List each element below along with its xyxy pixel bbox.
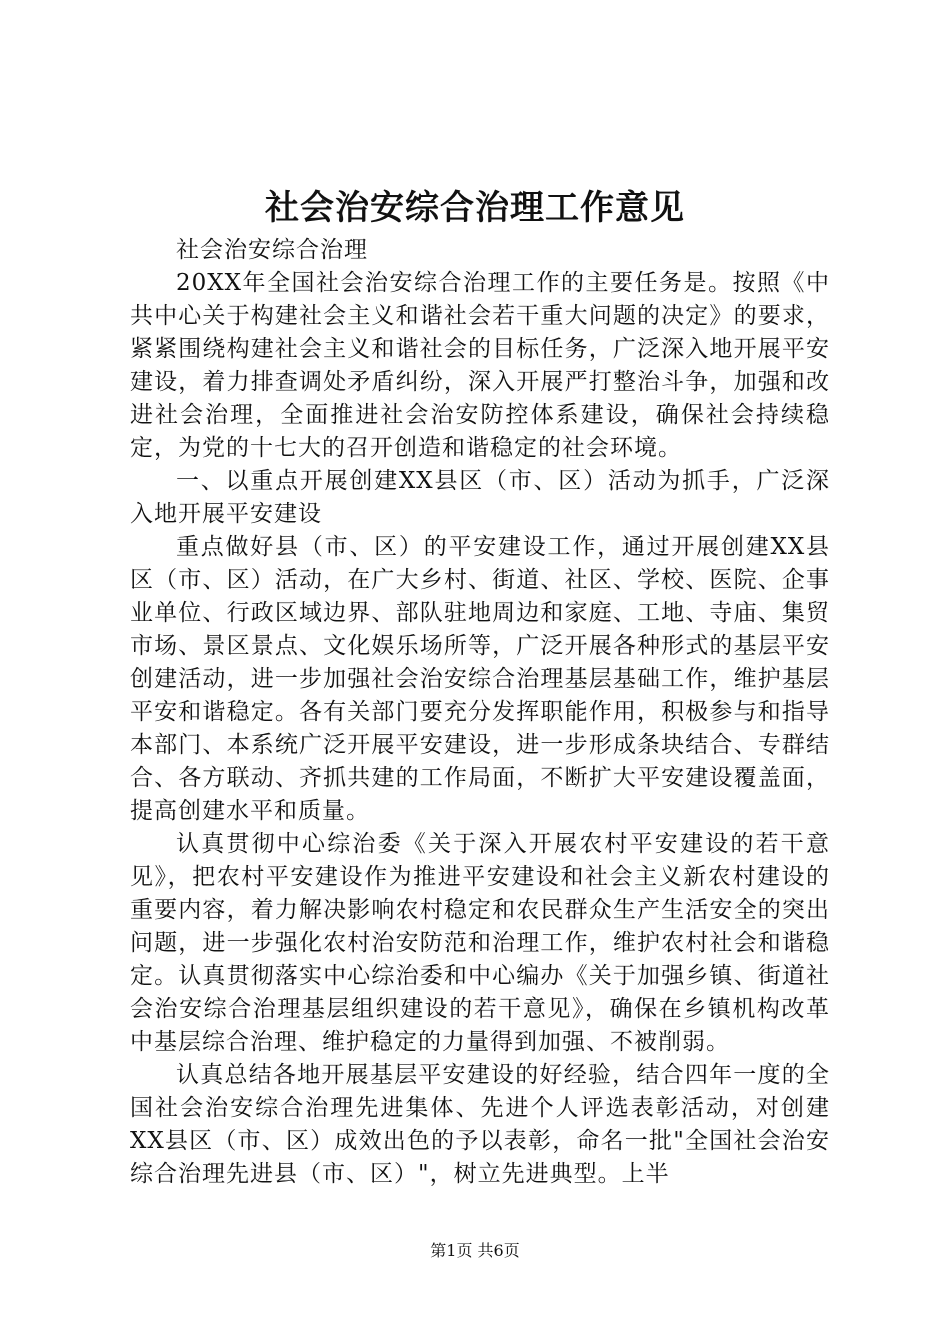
section-heading-one: 一、以重点开展创建XX县区（市、区）活动为抓手，广泛深入地开展平安建设 (130, 468, 830, 527)
document-title: 社会治安综合治理工作意见 (265, 188, 685, 228)
paragraph-subject: 社会治安综合治理 (176, 237, 368, 263)
page-number-footer: 第1页 共6页 (430, 1241, 520, 1260)
paragraph-experience-summary: 认真总结各地开展基层平安建设的好经验，结合四年一度的全国社会治安综合治理先进集体、先进个人评选表彰活动，对创建XX县区（市、区）成效出色的予以表彰，命名一批"全国社会治安综合治理先进县（市、区）"，树立先进典型。上半 (130, 1062, 830, 1187)
paragraph-county-safety: 重点做好县（市、区）的平安建设工作，通过开展创建XX县区（市、区）活动，在广大乡村、街道、社区、学校、医院、企事业单位、行政区域边界、部队驻地周边和家庭、工地、寺庙、集贸市场、景区景点、文化娱乐场所等，广泛开展各种形式的基层平安创建活动，进一步加强社会治安综合治理基层基础工作，维护基层平安和谐稳定。各有关部门要充分发挥职能作用，积极参与和指导本部门、本系统广泛开展平安建设，进一步形成条块结合、专群结合、各方联动、齐抓共建的工作局面，不断扩大平安建设覆盖面，提高创建水平和质量。 (130, 534, 830, 824)
document-body (130, 234, 830, 1191)
paragraph-main-tasks: 20XX年全国社会治安综合治理工作的主要任务是。按照《中共中心关于构建社会主义和谐社会若干重大问题的决定》的要求，紧紧围绕构建社会主义和谐社会的目标任务，广泛深入地开展平安建设，着力排查调处矛盾纠纷，深入开展严打整治斗争，加强和改进社会治理，全面推进社会治安防控体系建设，确保社会持续稳定，为党的十七大的召开创造和谐稳定的社会环境。 (130, 270, 830, 461)
paragraph-rural-safety: 认真贯彻中心综治委《关于深入开展农村平安建设的若干意见》，把农村平安建设作为推进平安建设和社会主义新农村建设的重要内容，着力解决影响农村稳定和农民群众生产生活安全的突出问题，进一步强化农村治安防范和治理工作，维护农村社会和谐稳定。认真贯彻落实中心综治委和中心编办《关于加强乡镇、街道社会治安综合治理基层组织建设的若干意见》，确保在乡镇机构改革中基层综合治理、维护稳定的力量得到加强、不被削弱。 (130, 831, 830, 1055)
